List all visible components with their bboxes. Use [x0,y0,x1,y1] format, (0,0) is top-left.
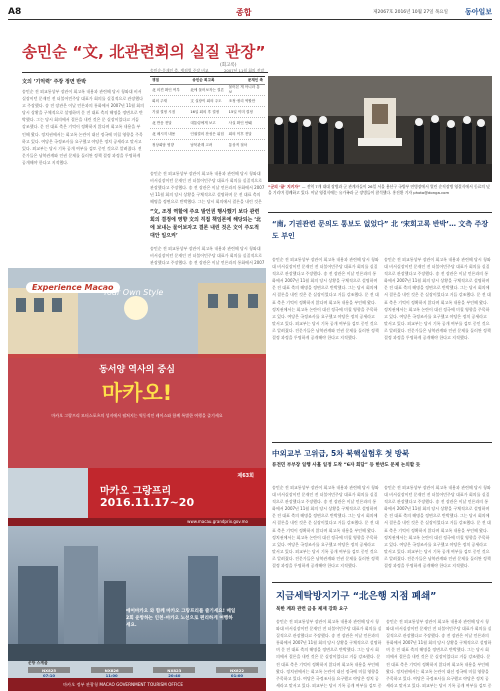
table-cell: 北 의견 확인 여부 [152,87,180,92]
ad-brand-tagline: Your Own Style [103,288,164,297]
newspaper-logo: 동아일보 [464,8,492,16]
ad-city-illustration [8,526,266,661]
table-cell: 사실 확인 안돼 [228,120,252,125]
table-col-song: 송민순 회고록 [192,78,215,82]
ceremony-photo[interactable] [268,76,492,182]
second-body-col1: 송민순 전 외교통상부 장관이 회고록 내용과 관련해 당시 청와대 비서실장이던 문재인 전 더불어민주당 대표가 회의를 실질적으로 관장했다고 주장했다. 송 전 장관은 이날 언론과의 통화에서 2007년 11월 회의 당시 상황을 구체적으로 설명하며 문 전 대표 측의 해명을 정면으로 반박했다. 그는 당시 회의에서 결론을 내린 것은 문 실장이었다고 거듭 강조했다. 문 전 대표 측은 기억이 정확하지 않다며 회고록 내용을 부인해 왔다. 정치권에서는 회고록 논란이 대선 정국에 미칠 영향을 주목하고 있다. 여당은 국정조사를 요구했고 야당은 정치 공세라고 맞서고 있다. 외교부는 당시 기록 공개 여부를 검토 중인 것으로 알려졌다. 전문가들은 남북관계와 인권 문제를 둘러싼 정책 결정 과정을 투명하게 공개해야 한다고 지적했다. [272,257,379,341]
flight-number: NX826 [91,667,133,673]
gp-dates: 2016.11.17~20 [100,496,195,509]
table-cell: 文 실장이 회의 주도 [190,98,222,103]
grand-prix-panel [88,468,266,518]
departure-time: 07:10 [42,673,56,678]
photo-caption-title: “군의 ‘끝’ 지키자” [268,184,301,189]
table-cell: 물어본 게 아니라 통보 [228,85,260,94]
table-cell: 회의 이후 전달 [228,131,252,136]
table-cell: 기권 결정 시점 [152,109,176,114]
gp-name: 마카오 그랑프리 [100,486,172,497]
lead-subhead: 文의 ‘기억력’ 주장 정면 반박 [22,79,87,85]
fourth-subhead: 북한 계좌 관련 금융 제재 강화 요구 [276,607,348,612]
table-cell: 정상회담 영향 [152,142,174,147]
lead-kicker: (회고록) [220,63,237,68]
table-cell: 16일 회의 후 결정 [190,109,220,114]
ad-brand-logo: Experience Macao [26,282,120,293]
schedule-title: 운항 스케줄 [28,660,48,665]
table-header [150,77,265,85]
table-cell: 北 반응 전달 [152,120,172,125]
fourth-body-col2: 송민순 전 외교통상부 장관이 회고록 내용과 관련해 당시 청와대 비서실장이던 문재인 전 더불어민주당 대표가 회의를 실질적으로 관장했다고 주장했다. 송 전 장관은 이날 언론과의 통화에서 2007년 11월 회의 당시 상황을 구체적으로 설명하며 문 전 대표 측의 해명을 정면으로 반박했다. 그는 당시 회의에서 결론을 내린 것은 문 실장이었다고 거듭 강조했다. 문 전 대표 측은 기억이 정확하지 않다며 회고록 내용을 부인해 왔다. 정치권에서는 회고록 논란이 대선 정국에 미칠 영향을 주목하고 있다. 여당은 국정조사를 요구했고 야당은 정치 공세라고 맞서고 있다. 외교부는 당시 기록 공개 여부를 검토 중 [386,619,492,688]
table-cell: 인권결의 찬성은 위험 [190,131,224,136]
table-row [150,129,265,140]
table-caption: 송민순·문재인 측, 쟁점별 주장 비교 [150,68,209,73]
section-rule [268,212,492,213]
fourth-body-col1: 송민순 전 외교통상부 장관이 회고록 내용과 관련해 당시 청와대 비서실장이던 문재인 전 더불어민주당 대표가 회의를 실질적으로 관장했다고 주장했다. 송 전 장관은 이날 언론과의 통화에서 2007년 11월 회의 당시 상황을 구체적으로 설명하며 문 전 대표 측의 해명을 정면으로 반박했다. 그는 당시 회의에서 결론을 내린 것은 문 실장이었다고 거듭 강조했다. 문 전 대표 측은 기억이 정확하지 않다며 회고록 내용을 부인해 왔다. 정치권에서는 회고록 논란이 대선 정국에 미칠 영향을 주목하고 있다. 여당은 국정조사를 요구했고 야당은 정치 공세라고 맞서고 있다. 외교부는 당시 기록 공개 여부를 검토 중 [276,619,382,688]
table-cell: 회의 주재 [152,98,168,103]
table-cell: 통상적 절차 [228,142,248,147]
ad-title-line2: 마카오! [101,381,173,405]
lead-body-col2: 송민순 전 외교통상부 장관이 회고록 내용과 관련해 당시 청와대 비서실장이던 문재인 전 더불어민주당 대표가 회의를 실질적으로 관장했다고 주장했다. 송 전 장관은 이날 언론과의 통화에서 2007년 11월 회의 당시 상황을 구체적으로 설명하며 문 전 대표 측의 해명을 정면으로 반박했다. 그는 당시 회의에서 결론을 내린 것은 [150,171,265,205]
ad-city-photo [8,526,266,661]
table-cell: 조정·정리 역할만 [228,98,256,103]
table-cell: 대통령에게 보고 [190,120,216,125]
table-cell: 15일 이미 결정 [228,109,253,114]
photo-caption-text: — 전역 7개 대대 장병과 군 관계자들이 26일 서울 용산구 국방부 연병장에서 열린 순직장병 영결식에서 동료의 넋을 기리며 경례하고 있다. 이날 영결식에는 유가족과 군 장병들이 참석했다. 홍진환 기자 photo@donga.com [268,184,490,195]
second-body-col2: 송민순 전 외교통상부 장관이 회고록 내용과 관련해 당시 청와대 비서실장이던 문재인 전 더불어민주당 대표가 회의를 실질적으로 관장했다고 주장했다. 송 전 장관은 이날 언론과의 통화에서 2007년 11월 회의 당시 상황을 구체적으로 설명하며 문 전 대표 측의 해명을 정면으로 반박했다. 그는 당시 회의에서 결론을 내린 것은 문 실장이었다고 거듭 강조했다. 문 전 대표 측은 기억이 정확하지 않다며 회고록 내용을 부인해 왔다. 정치권에서는 회고록 논란이 대선 정국에 미칠 영향을 주목하고 있다. 여당은 국정조사를 요구했고 야당은 정치 공세라고 맞서고 있다. 외교부는 당시 기록 공개 여부를 검토 중인 것으로 알려졌다. 전문가들은 남북관계와 인권 문제를 둘러싼 정책 결정 과정을 투명하게 공개해야 한다고 지적했다. [384,257,491,341]
departure-time: 01:00 [230,673,244,678]
table-row [150,96,265,107]
comparison-table [150,76,265,168]
table-row [150,140,265,151]
ad-promo-text: 에어마카오 와 함께 마카오 그랑프리를 즐기세요! 매일 2회 운항하는 인천–마카오 노선으로 편리하게 여행하세요. [126,609,236,629]
gp-url[interactable]: www.macau.grandprix.gov.mo [8,518,266,526]
section-label: 종합 [236,8,252,17]
second-headline[interactable]: “南, 기권관련 문의도 통보도 없었다” 北 ‘宋회고록 반박’… 文측 주장도 부인 [272,220,489,240]
macao-advertisement[interactable] [8,268,266,691]
table-cell: 北 메시지 내용 [152,131,176,136]
third-body-col2: 송민순 전 외교통상부 장관이 회고록 내용과 관련해 당시 청와대 비서실장이던 문재인 전 더불어민주당 대표가 회의를 실질적으로 관장했다고 주장했다. 송 전 장관은 이날 언론과의 통화에서 2007년 11월 회의 당시 상황을 구체적으로 설명하며 문 전 대표 측의 해명을 정면으로 반박했다. 그는 당시 회의에서 결론을 내린 것은 문 실장이었다고 거듭 강조했다. 문 전 대표 측은 기억이 정확하지 않다며 회고록 내용을 부인해 왔다. 정치권에서는 회고록 논란이 대선 정국에 미칠 영향을 주목하고 있다. 여당은 국정조사를 요구했고 야당은 정치 공세라고 맞서고 있다. 외교부는 당시 기록 공개 여부를 검토 중인 것으로 알려졌다. 전문가들은 남북관계와 인권 문제를 둘러싼 정책 결정 과정을 투명하게 공개해야 한다고 지적했다. [384,485,491,569]
section-rule [272,582,492,583]
table-cell: 北에 물어보자는 결론 [190,87,224,92]
issue-line: 제2067호 2016년 10월 27일 목요일 [373,10,448,15]
departure-time: 20:40 [168,673,181,678]
third-subhead: 류전민 부부장 일행 사흘 일정 도착 “6자 회담” 등 한반도 문제 논의할 듯 [272,463,421,468]
table-col-moon: 문재인 측 [247,78,263,82]
ad-banner [8,354,266,468]
section-rule [272,442,492,443]
table-row [150,85,265,96]
third-body-col1: 송민순 전 외교통상부 장관이 회고록 내용과 관련해 당시 청와대 비서실장이던 문재인 전 더불어민주당 대표가 회의를 실질적으로 관장했다고 주장했다. 송 전 장관은 이날 언론과의 통화에서 2007년 11월 회의 당시 상황을 구체적으로 설명하며 문 전 대표 측의 해명을 정면으로 반박했다. 그는 당시 회의에서 결론을 내린 것은 문 실장이었다고 거듭 강조했다. 문 전 대표 측은 기억이 정확하지 않다며 회고록 내용을 부인해 왔다. 정치권에서는 회고록 논란이 대선 정국에 미칠 영향을 주목하고 있다. 여당은 국정조사를 요구했고 야당은 정치 공세라고 맞서고 있다. 외교부는 당시 기록 공개 여부를 검토 중인 것으로 알려졌다. 전문가들은 남북관계와 인권 문제를 둘러싼 정책 결정 과정을 투명하게 공개해야 한다고 지적했다. [272,485,379,569]
ad-footer: 마카오 정부 관광청 MACAO GOVERNMENT TOURISM OFFICE [8,678,266,691]
flight-number: NX822 [216,667,258,673]
departure-time: 11:00 [105,673,118,678]
lead-headline[interactable]: 송민순 “文, 北관련회의 실질 관장” [22,43,266,61]
flight-number: NX823 [153,667,195,673]
table-col-issue: 쟁점 [152,78,159,82]
gp-edition: 제63회 [237,473,254,479]
table-cell: 남북관계 고려 [190,142,213,147]
fourth-headline[interactable]: 지금세탁방지기구 “北은행 지점 폐쇄” [276,591,437,602]
ad-title-line1: 동서양 역사의 중심 [99,365,175,375]
table-source: 2007년 11월 회의 전말 [224,68,265,73]
ad-body: 마카오 그랑프리 모터스포츠의 성지에서 펼쳐지는 역동적인 레이스와 함께 특별한 여행을 즐기세요 [51,413,223,418]
lead-body-col1: 송민순 전 외교통상부 장관이 회고록 내용과 관련해 당시 청와대 비서실장이던 문재인 전 더불어민주당 대표가 회의를 실질적으로 관장했다고 주장했다. 송 전 장관은 이날 언론과의 통화에서 2007년 11월 회의 당시 상황을 구체적으로 설명하며 문 전 대표 측의 해명을 정면으로 반박했다. 그는 당시 회의에서 결론을 내린 것은 문 실장이었다고 거듭 강조했다. 문 전 대표 측은 기억이 정확하지 않다며 회고록 내용을 부인해 왔다. 정치권에서는 회고록 논란이 대선 정국에 미칠 영향을 주목하고 있다. 여당은 국정조사를 요구했고 야당은 정치 공세라고 맞서고 있다. 외교부는 당시 기록 공개 여부를 검토 중인 것으로 알려졌다. 전문가들은 남북관계와 인권 문제를 둘러싼 정책 결정 과정을 투명하게 공개해야 한다고 지적했다. [22,89,144,165]
table-row [150,107,265,118]
table-row [150,118,265,129]
pull-quote: “文, 조정 역할에 주요 발언권 행사했기 보다 관련 회의 결정에 영향 文의 직접 책임론에 해당되는 ‘北에 보내는 물어보자고 결론 내린 것은 文이 주도적 대안 일으켜’ [150,209,262,239]
lead-body-col3: 송민순 전 외교통상부 장관이 회고록 내용과 관련해 당시 청와대 비서실장이던 문재인 전 더불어민주당 대표가 회의를 실질적으로 관장했다고 주장했다. 송 전 장관은 이날 언론과의 통화에서 2007 [150,246,265,265]
page-number: A8 [8,7,22,17]
photo-caption [268,184,492,196]
masthead [8,6,492,20]
ceremony-photo-illustration [268,76,492,182]
third-headline[interactable]: 中외교부 고위급, 5차 북핵실험후 첫 방북 [272,449,410,458]
flight-number: NX825 [28,667,70,673]
